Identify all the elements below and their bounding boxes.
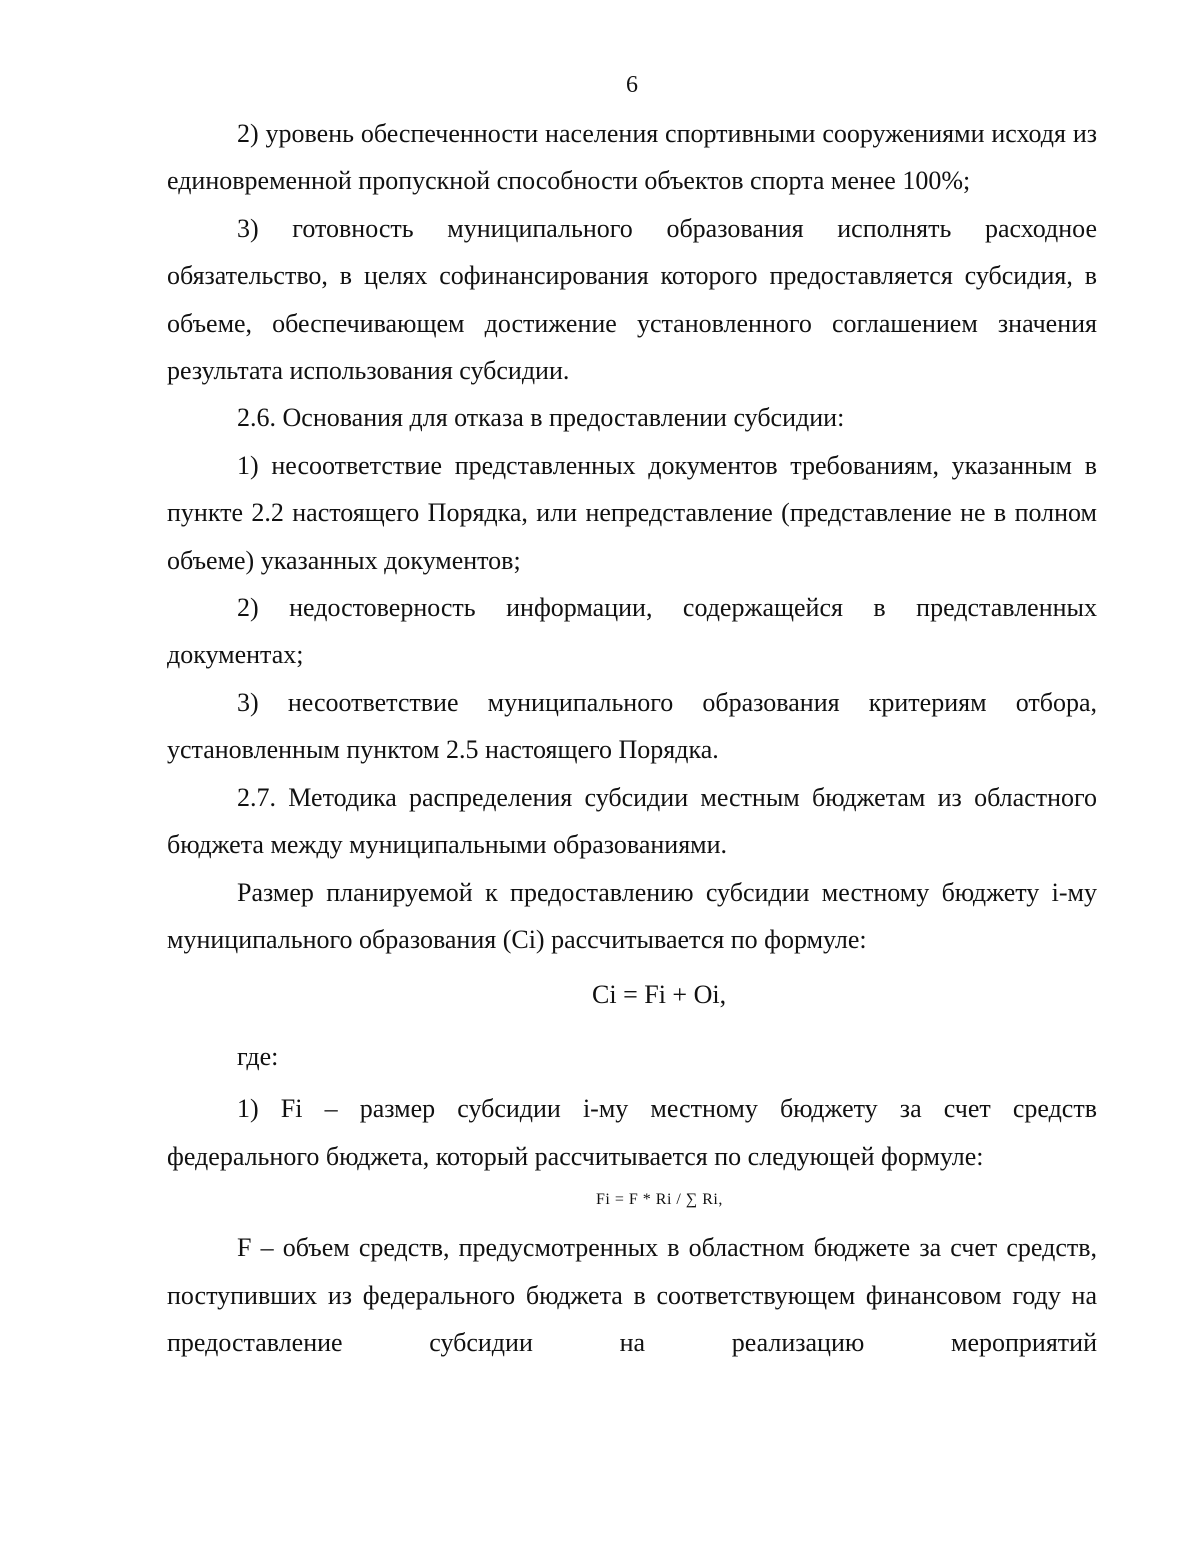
- section-heading-2-6: 2.6. Основания для отказа в предоставлении субсидии:: [237, 403, 845, 433]
- paragraph-f-definition: F – объем средств, предусмотренных в областном бюджете за счет средств, поступивших из федерального бюджета в соответствующем финансовом году на предоставление субсидии на реализацию мероприятий: [167, 1233, 1097, 1357]
- paragraph-subsidy-size: Размер планируемой к предоставлению субсидии местному бюджету i-му муниципального образования (Ci) рассчитывается по формуле:: [167, 877, 1097, 954]
- document-body: [167, 110, 1097, 1366]
- section-heading-2-7: 2.7. Методика распределения субсидии местным бюджетам из областного бюджета между муниципальными образованиями.: [167, 782, 1097, 860]
- paragraph-refusal-2: 2) недостоверность информации, содержащейся в представленных документах;: [167, 593, 1097, 670]
- paragraph-fi-definition: 1) Fi – размер субсидии i-му местному бюджету за счет средств федерального бюджета, который рассчитывается по следующей формуле:: [167, 1094, 1097, 1171]
- formula-ci: Ci = Fi + Oi,: [592, 980, 727, 1010]
- where-label: где:: [237, 1042, 279, 1072]
- formula-fi: Fi = F * Ri / ∑ Ri,: [596, 1191, 723, 1209]
- paragraph-item-2: 2) уровень обеспеченности населения спортивными сооружениями исходя из единовременной пропускной способности объектов спорта менее 100%;: [167, 119, 1097, 196]
- paragraph-item-3: 3) готовность муниципального образования исполнять расходное обязательство, в целях софинансирования которого предоставляется субсидия, в объеме, обеспечивающем достижение установленного соглашением значения результата использования субсидии.: [167, 213, 1097, 386]
- paragraph-refusal-1: 1) несоответствие представленных документов требованиям, указанным в пункте 2.2 настоящего Порядка, или непредставление (представление не в полном объеме) указанных документов;: [167, 450, 1097, 575]
- page-number: 6: [626, 72, 638, 98]
- paragraph-refusal-3: 3) несоответствие муниципального образования критериям отбора, установленным пунктом 2.5 настоящего Порядка.: [167, 687, 1097, 765]
